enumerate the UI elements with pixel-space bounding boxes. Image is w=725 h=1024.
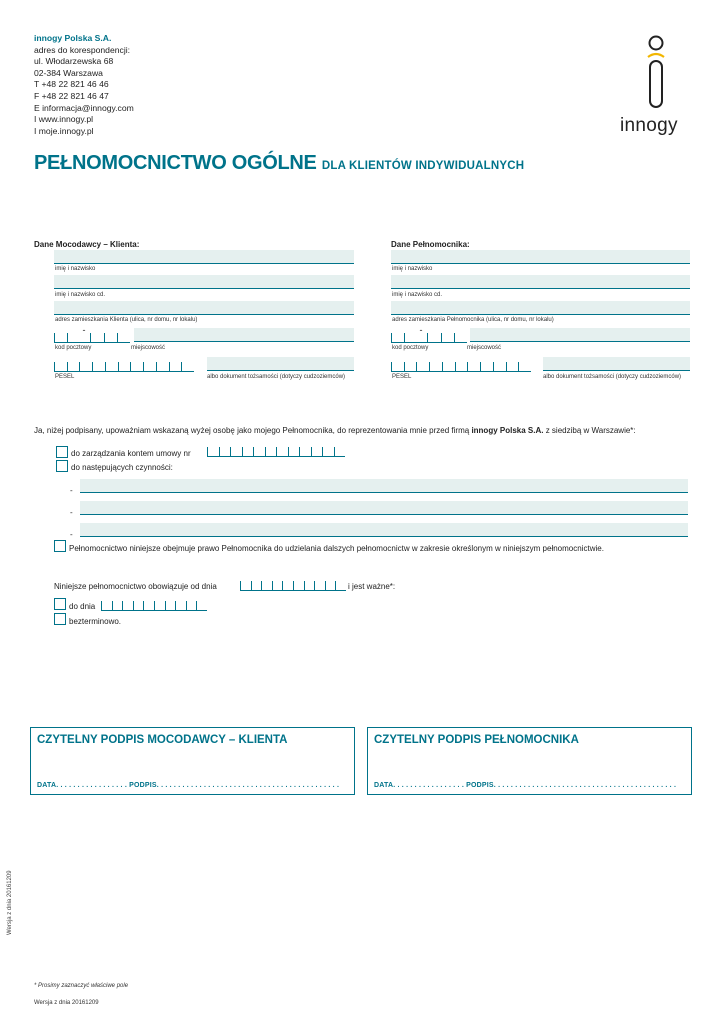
until-date-boxes[interactable]	[101, 601, 207, 611]
proxy-heading: Dane Pełnomocnika:	[391, 240, 470, 249]
manage-account-checkbox[interactable]	[56, 446, 68, 458]
following-actions-checkbox[interactable]	[56, 460, 68, 472]
client-city-label: miejscowość	[131, 345, 166, 351]
statement-company: innogy Polska S.A.	[471, 426, 544, 435]
company-name: innogy Polska S.A.	[34, 33, 112, 43]
page-title	[34, 152, 524, 175]
until-date-label: do dnia	[69, 602, 96, 611]
proxy-signature-line: DATA. . . . . . . . . . . . . . . . . PODPIS. . . . . . . . . . . . . . . . . . . . . . . . . . . . . . . . . . . . . . . . . . .	[374, 782, 677, 789]
proxy-address-field[interactable]	[391, 301, 690, 315]
client-signature-title: CZYTELNY PODPIS MOCODAWCY – KLIENTA	[37, 734, 288, 746]
client-postal-label: kod pocztowy	[55, 345, 92, 351]
email-line: E informacja@innogy.com	[34, 102, 134, 113]
proxy-pesel-label: PESEL	[392, 374, 412, 380]
proxy-name-field[interactable]	[391, 250, 690, 264]
client-pesel-boxes[interactable]	[54, 362, 194, 372]
address-line: ul. Włodarzewska 68	[34, 56, 114, 67]
statement-text: Ja, niżej podpisany, upoważniam wskazaną wyżej osobę jako mojego Pełnomocnika, do reprezentowania mnie przed firmą	[34, 426, 470, 435]
client-name-cd-field[interactable]	[54, 275, 354, 289]
substitution-label: Pełnomocnictwo niniejsze obejmuje prawo Pełnomocnika do udzielania dalszych pełnomocnictw w zakresie określonym w niniejszym pełnomocnictwie.	[69, 544, 604, 553]
indefinite-checkbox[interactable]	[54, 613, 66, 625]
title-sub: DLA KLIENTÓW INDYWIDUALNYCH	[321, 160, 525, 172]
action-line-3[interactable]	[80, 523, 688, 537]
phone-line: T +48 22 821 46 46	[34, 79, 109, 90]
until-date-checkbox[interactable]	[54, 598, 66, 610]
client-id-doc-field[interactable]	[207, 357, 354, 371]
action-line-1[interactable]	[80, 479, 688, 493]
client-pesel-label: PESEL	[55, 374, 75, 380]
action-dash: -	[70, 486, 73, 495]
logo-wordmark: innogy	[620, 115, 678, 136]
footnote: * Prosimy zaznaczyć właściwe pole	[34, 983, 129, 989]
title-main: PEŁNOMOCNICTWO OGÓLNE	[34, 152, 317, 174]
website-line[interactable]: I www.innogy.pl	[34, 114, 94, 125]
proxy-pesel-boxes[interactable]	[391, 362, 531, 372]
validity-post-label: i jest ważne*:	[348, 582, 396, 591]
proxy-postal-label: kod pocztowy	[392, 345, 429, 351]
action-line-2[interactable]	[80, 501, 688, 515]
version-text: Wersja z dnia 20161209	[34, 1000, 99, 1006]
action-dash: -	[70, 508, 73, 517]
proxy-signature-box[interactable]	[367, 727, 692, 795]
proxy-id-doc-label: albo dokument tożsamości (dotyczy cudzoziemców)	[543, 374, 682, 380]
portal-line[interactable]: I moje.innogy.pl	[34, 125, 94, 136]
contract-number-boxes[interactable]	[207, 447, 345, 457]
validity-from-date-boxes[interactable]	[240, 581, 346, 591]
client-address-field[interactable]	[54, 301, 354, 315]
client-signature-line: DATA. . . . . . . . . . . . . . . . . PODPIS. . . . . . . . . . . . . . . . . . . . . . . . . . . . . . . . . . . . . . . . . . .	[37, 782, 340, 789]
client-postal-code-boxes[interactable]	[54, 333, 130, 343]
validity-from-label: Niniejsze pełnomocnictwo obowiązuje od dnia	[54, 582, 217, 591]
client-city-field[interactable]	[134, 328, 354, 342]
indefinite-label: bezterminowo.	[69, 617, 122, 626]
client-name-label: imię i nazwisko	[55, 266, 96, 272]
proxy-name-cd-field[interactable]	[391, 275, 690, 289]
authorization-statement	[34, 426, 636, 435]
proxy-name-label: imię i nazwisko	[392, 266, 433, 272]
proxy-signature-title: CZYTELNY PODPIS PEŁNOMOCNIKA	[374, 734, 579, 746]
proxy-city-label: miejscowość	[467, 345, 502, 351]
manage-account-label: do zarządzania kontem umowy nr	[71, 449, 191, 458]
side-version: Wersja z dnia 20161209	[7, 870, 13, 935]
proxy-postal-code-boxes[interactable]	[391, 333, 467, 343]
client-signature-box[interactable]	[30, 727, 355, 795]
proxy-city-field[interactable]	[470, 328, 690, 342]
client-id-doc-label: albo dokument tożsamości (dotyczy cudzoziemców)	[207, 374, 346, 380]
address-line: adres do korespondencji:	[34, 44, 131, 55]
innogy-logo	[616, 33, 696, 143]
action-dash: -	[70, 530, 73, 539]
client-name-cd-label: imię i nazwisko cd.	[55, 292, 106, 298]
client-heading: Dane Mocodawcy – Klienta:	[34, 240, 140, 249]
client-address-label: adres zamieszkania Klienta (ulica, nr domu, nr lokalu)	[55, 317, 198, 323]
address-line: 02-384 Warszawa	[34, 67, 103, 78]
proxy-name-cd-label: imię i nazwisko cd.	[392, 292, 443, 298]
substitution-checkbox[interactable]	[54, 540, 66, 552]
fax-line: F +48 22 821 46 47	[34, 90, 109, 101]
client-name-field[interactable]	[54, 250, 354, 264]
statement-text-end: z siedzibą w Warszawie*:	[545, 426, 636, 435]
proxy-address-label: adres zamieszkania Pełnomocnika (ulica, nr domu, nr lokalu)	[392, 317, 554, 323]
following-actions-label: do następujących czynności:	[71, 463, 173, 472]
company-address	[34, 33, 134, 137]
proxy-id-doc-field[interactable]	[543, 357, 690, 371]
